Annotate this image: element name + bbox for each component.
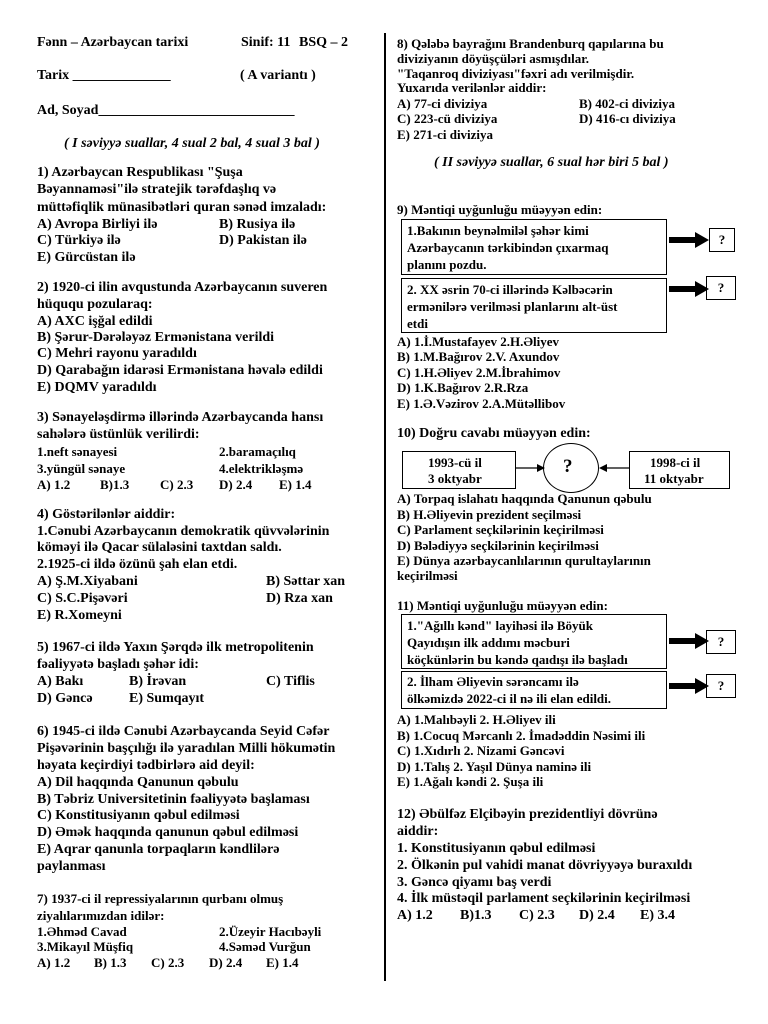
q9-option-b[interactable]: B) 1.M.Bağırov 2.V. Axundov xyxy=(397,349,560,364)
q12-item-3: 3. Gəncə qiyamı baş verdi xyxy=(397,875,552,890)
q11-box1-line: Qayıdışın ilk addımı məcburi xyxy=(407,635,570,650)
q9-answer-box-2[interactable] xyxy=(706,276,736,300)
q6-text-line: həyata keçirdiyi tədbirlərə aid deyil: xyxy=(37,758,255,773)
q12-item-1: 1. Konstitusiyanın qəbul edilməsi xyxy=(397,841,596,856)
q2-text-line: 2) 1920-ci ilin avqustunda Azərbaycanın suveren xyxy=(37,280,328,295)
q11-box2-line: ölkəmizdə 2022-ci il nə ili elan edildi. xyxy=(407,691,612,706)
q8-option-a[interactable]: A) 77-ci diviziya xyxy=(397,96,488,111)
q10-option-e[interactable]: E) Dünya azərbaycanlılarının qurultaylarının xyxy=(397,553,651,568)
q8-option-c[interactable]: C) 223-cü diviziya xyxy=(397,111,498,126)
q11-option-c[interactable]: C) 1.Xıdırlı 2. Nizami Gəncəvi xyxy=(397,743,565,758)
question-mark: ? xyxy=(563,456,573,477)
q9-box1-line: 1.Bakının beynəlmiləl şəhər kimi xyxy=(407,223,589,238)
q10-option-c[interactable]: C) Parlament seçkilərinin keçirilməsi xyxy=(397,522,604,537)
q6-option-c[interactable]: C) Konstitusiyanın qəbul edilməsi xyxy=(37,808,240,823)
q3-item-4: 4.elektrikləşmə xyxy=(219,461,304,476)
q4-option-a[interactable]: A) Ş.M.Xiyabani xyxy=(37,574,138,589)
q2-option-b[interactable]: B) Şərur-Dərələyəz Ermənistana verildi xyxy=(37,330,275,345)
q7-option-e[interactable]: E) 1.4 xyxy=(266,955,299,970)
q8-text-line: Yuxarıda verilənlər aiddir: xyxy=(397,80,547,95)
q5-option-d[interactable]: D) Gəncə xyxy=(37,691,93,706)
q12-option-e[interactable]: E) 3.4 xyxy=(640,908,675,923)
q3-option-b[interactable]: B)1.3 xyxy=(100,477,130,492)
test-code: BSQ – 2 xyxy=(299,35,349,50)
q12-text-line: 12) Əbülfəz Elçibəyin prezidentliyi dövrünə xyxy=(397,807,658,822)
q11-arrow-icon-1 xyxy=(669,632,709,650)
q7-option-d[interactable]: D) 2.4 xyxy=(209,955,243,970)
q12-item-2: 2. Ölkənin pul vahidi manat dövriyyəyə buraxıldı xyxy=(397,858,693,873)
q7-item-3: 3.Mikayıl Müşfiq xyxy=(37,939,134,954)
q3-text-line: sahələrə üstünlük verilirdi: xyxy=(37,427,200,442)
q7-item-4: 4.Səməd Vurğun xyxy=(219,939,311,954)
q6-option-a[interactable]: A) Dil haqqında Qanunun qəbulu xyxy=(37,775,239,790)
q1-text-line: müttəfiqlik münasibətləri quran sənəd imzaladı: xyxy=(37,200,327,215)
variant-label: ( A variantı ) xyxy=(240,68,316,83)
q8-option-e[interactable]: E) 271-ci diviziya xyxy=(397,127,494,142)
q1-option-b[interactable]: B) Rusiya ilə xyxy=(219,217,296,232)
q4-option-b[interactable]: B) Səttar xan xyxy=(266,574,346,589)
q7-text-line: ziyalılarımızdan idilər: xyxy=(37,908,165,923)
q10-option-a[interactable]: A) Torpaq islahatı haqqında Qanunun qəbulu xyxy=(397,491,652,506)
column-divider xyxy=(384,33,386,981)
q7-item-2: 2.Üzeyir Hacıbəyli xyxy=(219,924,322,939)
q8-option-d[interactable]: D) 416-cı diviziya xyxy=(579,111,676,126)
question-mark: ? xyxy=(718,232,726,247)
q10-title: 10) Doğru cavabı müəyyən edin: xyxy=(397,426,591,441)
q12-option-c[interactable]: C) 2.3 xyxy=(519,908,555,923)
q4-option-e[interactable]: E) R.Xomeyni xyxy=(37,608,122,623)
q11-answer-box-1[interactable] xyxy=(706,630,736,654)
q11-option-b[interactable]: B) 1.Cocuq Mərcanlı 2. İmadəddin Nəsimi ili xyxy=(397,728,646,743)
q10-right-date: 1998-ci il xyxy=(650,455,701,470)
q3-option-e[interactable]: E) 1.4 xyxy=(279,477,312,492)
q3-option-d[interactable]: D) 2.4 xyxy=(219,477,253,492)
q9-box2-line: ermənilərə verilməsi planlarını alt-üst xyxy=(407,299,618,314)
q8-option-b[interactable]: B) 402-ci diviziya xyxy=(579,96,676,111)
date-field[interactable]: Tarix ______________ xyxy=(37,68,171,83)
grade-label: Sinif: 11 xyxy=(241,35,291,50)
q9-box1-line: Azərbaycanın tərkibindən çıxarmaq xyxy=(407,240,609,255)
q10-option-b[interactable]: B) H.Əliyevin prezident seçilməsi xyxy=(397,507,582,522)
q10-left-date: 3 oktyabr xyxy=(428,471,482,486)
name-field[interactable]: Ad, Soyad____________________________ xyxy=(37,103,295,118)
q10-option-e-cont: keçirilməsi xyxy=(397,568,458,583)
q6-option-b[interactable]: B) Təbriz Universitetinin fəaliyyətə başlaması xyxy=(37,792,310,807)
q9-box2-line: etdi xyxy=(407,316,428,331)
q3-option-c[interactable]: C) 2.3 xyxy=(160,477,194,492)
q4-text-line: 4) Göstərilənlər aiddir: xyxy=(37,507,176,522)
q10-arrow-icon-left xyxy=(515,462,545,474)
subject-label: Fənn – Azərbaycan tarixi xyxy=(37,35,189,50)
q3-item-3: 3.yüngül sənaye xyxy=(37,461,126,476)
q4-text-line: köməyi ilə Qacar sülaləsini taxtdan saldı. xyxy=(37,540,282,555)
q10-option-d[interactable]: D) Bələdiyyə seçkilərinin keçirilməsi xyxy=(397,538,599,553)
q7-option-b[interactable]: B) 1.3 xyxy=(94,955,127,970)
q4-text-line: 1.Cənubi Azərbaycanın demokratik qüvvələrinin xyxy=(37,524,330,539)
q3-option-a[interactable]: A) 1.2 xyxy=(37,477,71,492)
q12-option-a[interactable]: A) 1.2 xyxy=(397,908,433,923)
q4-option-d[interactable]: D) Rza xan xyxy=(266,591,333,606)
q3-item-2: 2.baramaçılıq xyxy=(219,444,296,459)
q10-right-date: 11 oktyabr xyxy=(644,471,704,486)
q9-arrow-icon-1 xyxy=(669,231,709,249)
q11-option-d[interactable]: D) 1.Talış 2. Yaşıl Dünya naminə ili xyxy=(397,759,592,774)
q4-option-c[interactable]: C) S.C.Pişəvəri xyxy=(37,591,128,606)
section1-title: ( I səviyyə suallar, 4 sual 2 bal, 4 sual 3 bal ) xyxy=(64,136,320,151)
q7-text-line: 7) 1937-ci il repressiyalarının qurbanı olmuş xyxy=(37,891,284,906)
q1-option-d[interactable]: D) Pakistan ilə xyxy=(219,233,307,248)
q12-text-line: aiddir: xyxy=(397,824,439,839)
q9-option-d[interactable]: D) 1.K.Bağırov 2.R.Rza xyxy=(397,380,529,395)
q9-option-c[interactable]: C) 1.H.Əliyev 2.M.İbrahimov xyxy=(397,365,561,380)
q3-text-line: 3) Sənayeləşdirmə illərində Azərbaycanda hansı xyxy=(37,410,324,425)
q11-box1-line: köçkünlərin bu kəndə qaıdışı ilə başladı xyxy=(407,652,628,667)
q7-option-c[interactable]: C) 2.3 xyxy=(151,955,185,970)
q2-option-e[interactable]: E) DQMV yaradıldı xyxy=(37,380,157,395)
q12-item-4: 4. İlk müstəqil parlament seçkilərinin keçirilməsi xyxy=(397,891,691,906)
q7-item-1: 1.Əhməd Cavad xyxy=(37,924,127,939)
q11-box2-line: 2. İlham Əliyevin sərəncamı ilə xyxy=(407,674,579,689)
q5-option-e[interactable]: E) Sumqayıt xyxy=(129,691,205,706)
q6-option-d[interactable]: D) Əmək haqqında qanunun qəbul edilməsi xyxy=(37,825,299,840)
q9-option-a[interactable]: A) 1.İ.Mustafayev 2.H.Əliyev xyxy=(397,334,559,349)
q1-option-e[interactable]: E) Gürcüstan ilə xyxy=(37,250,136,265)
q5-option-c[interactable]: C) Tiflis xyxy=(266,674,315,689)
q8-text-line: 8) Qələbə bayrağını Brandenburq qapılarına bu xyxy=(397,36,664,51)
q5-option-a[interactable]: A) Bakı xyxy=(37,674,84,689)
q8-text-line: "Taqanroq diviziyası"fəxri adı verilmişdir. xyxy=(397,66,635,81)
q3-item-1: 1.neft sənayesi xyxy=(37,444,118,459)
q6-option-e-cont: paylanması xyxy=(37,859,106,874)
q11-box1-line: 1."Ağıllı kənd" layihəsi ilə Böyük xyxy=(407,618,593,633)
q11-answer-box-2[interactable] xyxy=(706,674,736,698)
q9-arrow-icon-2 xyxy=(669,280,709,298)
q5-text-line: fəaliyyətə başladı şəhər idi: xyxy=(37,657,199,672)
q10-left-date: 1993-cü il xyxy=(428,455,482,470)
q8-text-line: diviziyanın döyüşçüləri asmışdılar. xyxy=(397,51,590,66)
q2-option-d[interactable]: D) Qarabağın idarəsi Ermənistana həvalə edildi xyxy=(37,363,323,378)
q5-option-b[interactable]: B) İrəvan xyxy=(129,674,187,689)
q11-arrow-icon-2 xyxy=(669,677,709,695)
question-mark: ? xyxy=(717,678,725,693)
q10-arrow-icon-right xyxy=(599,462,629,474)
q1-option-a[interactable]: A) Avropa Birliyi ilə xyxy=(37,217,158,232)
q9-box1-line: planını pozdu. xyxy=(407,257,487,272)
q6-text-line: 6) 1945-ci ildə Cənubi Azərbaycanda Seyid Cəfər xyxy=(37,724,330,739)
section2-title: ( II səviyyə suallar, 6 sual hər biri 5 bal ) xyxy=(434,155,669,170)
q6-option-e[interactable]: E) Aqrar qanunla torpaqların kəndlilərə xyxy=(37,842,280,857)
q9-answer-box-1[interactable] xyxy=(709,228,735,252)
q9-box2-line: 2. XX əsrin 70-ci illərində Kəlbəcərin xyxy=(407,282,613,297)
question-mark: ? xyxy=(717,634,725,649)
q4-text-line: 2.1925-ci ildə özünü şah elan etdi. xyxy=(37,557,238,572)
q11-option-a[interactable]: A) 1.Malıbəyli 2. H.Əliyev ili xyxy=(397,712,556,727)
q1-text-line: 1) Azərbaycan Respublikası "Şuşa xyxy=(37,165,243,180)
q9-option-e[interactable]: E) 1.Ə.Vəzirov 2.A.Mütəllibov xyxy=(397,396,566,411)
q11-option-e[interactable]: E) 1.Ağalı kəndi 2. Şuşa ili xyxy=(397,774,544,789)
q12-option-d[interactable]: D) 2.4 xyxy=(579,908,615,923)
q2-option-a[interactable]: A) AXC işğal edildi xyxy=(37,314,153,329)
question-mark: ? xyxy=(717,280,725,295)
q12-option-b[interactable]: B)1.3 xyxy=(460,908,492,923)
q11-title: 11) Məntiqi uyğunluğu müəyyən edin: xyxy=(397,598,608,613)
q6-text-line: Pişəvərinin başçılığı ilə yaradılan Milli hökumətin xyxy=(37,741,336,756)
q2-text-line: hüququ pozularaq: xyxy=(37,297,153,312)
q1-option-c[interactable]: C) Türkiyə ilə xyxy=(37,233,121,248)
q2-option-c[interactable]: C) Mehri rayonu yaradıldı xyxy=(37,346,197,361)
q5-text-line: 5) 1967-ci ildə Yaxın Şərqdə ilk metropolitenin xyxy=(37,640,314,655)
q9-title: 9) Məntiqi uyğunluğu müəyyən edin: xyxy=(397,202,603,217)
q7-option-a[interactable]: A) 1.2 xyxy=(37,955,71,970)
q1-text-line: Bəyannaməsi"ilə stratejik tərəfdaşlıq və xyxy=(37,182,277,197)
